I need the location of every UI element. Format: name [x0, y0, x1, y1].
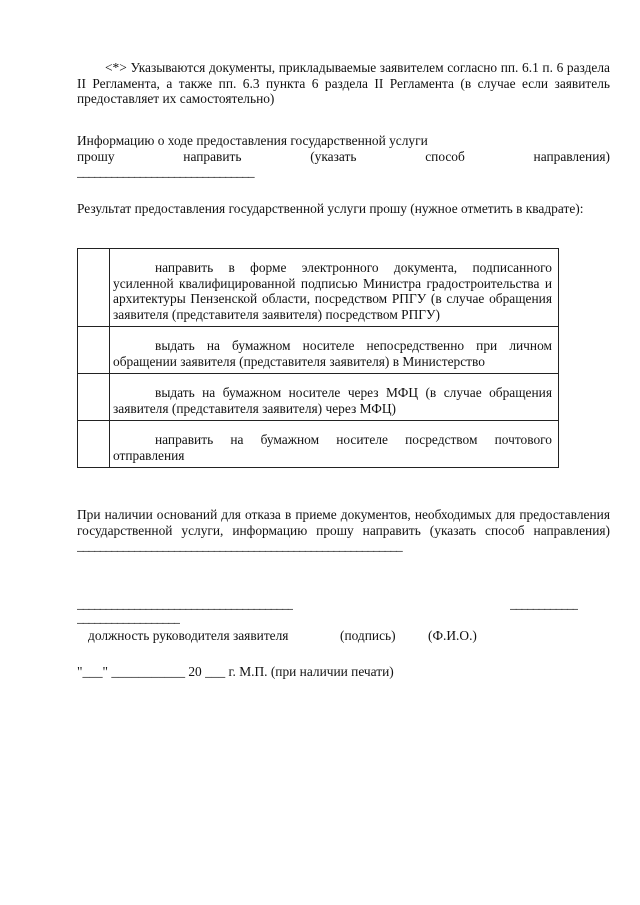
- table-row: [78, 421, 559, 468]
- full-name-label: (Ф.И.О.): [428, 628, 477, 643]
- progress-info-block: [77, 133, 610, 180]
- option-label: направить на бумажном носителе посредством почтового отправления: [113, 432, 552, 463]
- signature-label: (подпись): [340, 628, 396, 643]
- table-row: [78, 249, 559, 327]
- result-options-table: [77, 248, 559, 468]
- name-blank-continuation: __________________: [77, 610, 180, 625]
- progress-info-blank: _______________________________: [77, 164, 254, 179]
- refusal-block: [77, 507, 610, 554]
- position-label: должность руководителя заявителя: [88, 628, 289, 643]
- progress-info-line-1: Информацию о ходе предоставления государственной услуги: [77, 133, 428, 148]
- name-blank: ____________: [510, 596, 579, 611]
- refusal-paragraph: При наличии оснований для отказа в приеме документов, необходимых для предоставления государственной услуги, информацию прошу направить (указать способ направления): [77, 507, 610, 538]
- option-checkbox-electronic[interactable]: [78, 249, 110, 327]
- option-text-cell: [110, 374, 559, 421]
- option-checkbox-mfc[interactable]: [78, 374, 110, 421]
- signature-labels: [88, 628, 477, 644]
- option-label: направить в форме электронного документа, подписанного усиленной квалифицированной подписью Министра градостроительства и архитектуры Пензенской области, посредством РПГУ (в случае обращения заявителя (представителя заявителя) посредством РПГУ): [113, 260, 552, 322]
- option-checkbox-post[interactable]: [78, 421, 110, 468]
- signature-lines: [77, 596, 610, 630]
- refusal-blank: _________________________________________________________: [77, 538, 402, 553]
- date-stamp-line: "___" ___________ 20 ___ г. М.П. (при наличии печати): [77, 664, 394, 679]
- footnote-paragraph: <*> Указываются документы, прикладываемые заявителем согласно пп. 6.1 п. 6 раздела II Регламента, а также пп. 6.3 пункта 6 раздела II Регламента (в случае если заявитель предоставляет их самостоятельно): [77, 60, 610, 106]
- option-text-cell: [110, 327, 559, 374]
- position-blank: ______________________________________: [77, 596, 294, 611]
- table-row: [78, 327, 559, 374]
- option-label: выдать на бумажном носителе непосредственно при личном обращении заявителя (представителя заявителя) в Министерство: [113, 338, 552, 369]
- option-checkbox-ministry[interactable]: [78, 327, 110, 374]
- option-text-cell: [110, 421, 559, 468]
- option-label: выдать на бумажном носителе через МФЦ (в случае обращения заявителя (представителя заявителя) через МФЦ): [113, 385, 552, 416]
- table-row: [78, 374, 559, 421]
- progress-info-line-2: прошу направить (указать способ направления): [77, 148, 610, 164]
- result-intro-paragraph: Результат предоставления государственной услуги прошу (нужное отметить в квадрате):: [77, 201, 584, 216]
- option-text-cell: [110, 249, 559, 327]
